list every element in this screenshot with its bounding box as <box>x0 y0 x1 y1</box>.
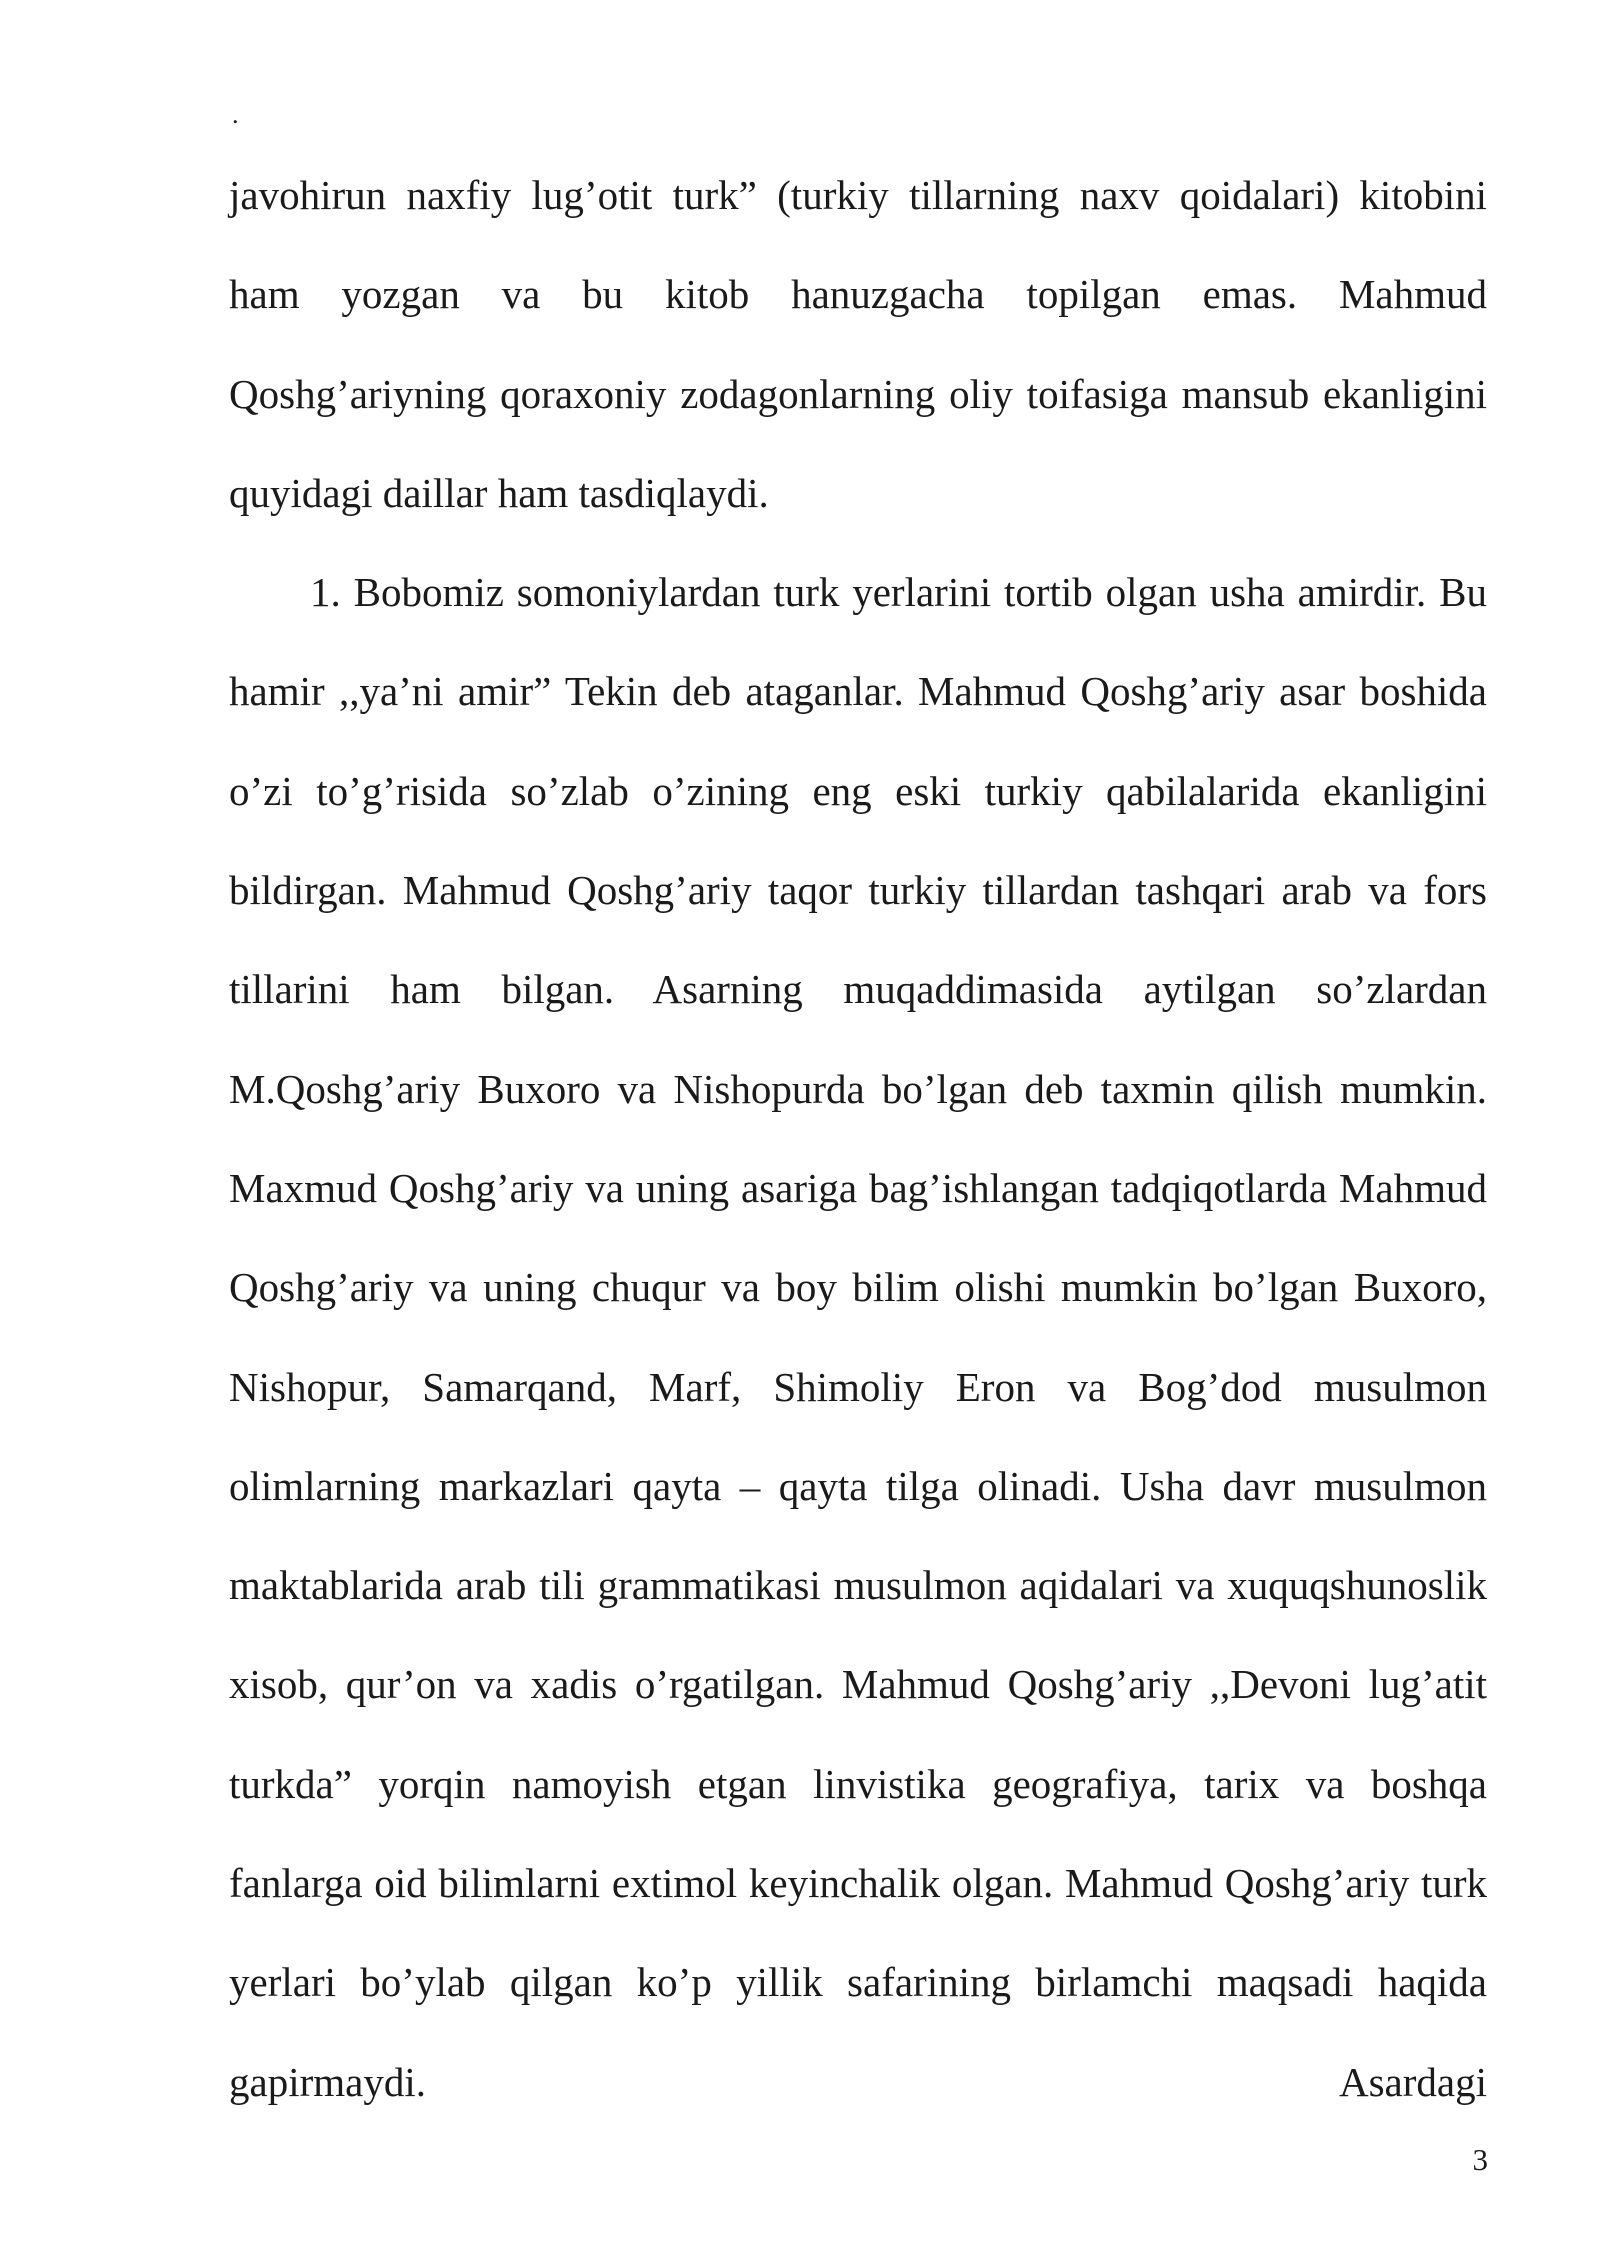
body-text <box>229 146 1487 2132</box>
top-dot-mark: . <box>232 100 239 129</box>
paragraph-numbered-1: 1. Bobomiz somoniylardan turk yerlarini tortib olgan usha amirdir. Bu hamir ,,ya’ni amir” Tekin deb ataganlar. Mahmud Qoshg’ariy asar boshida o’zi to’g’risida so’zlab o’zining eng eski turkiy qabilalarida ekanligini bildirgan. Mahmud Qoshg’ariy taqor turkiy tillardan tashqari arab va fors tillarini ham bilgan. Asarning muqaddimasida aytilgan so’zlardan M.Qoshg’ariy Buxoro va Nishopurda bo’lgan deb taxmin qilish mumkin. Maxmud Qoshg’ariy va uning asariga bag’ishlangan tadqiqotlarda Mahmud Qoshg’ariy va uning chuqur va boy bilim olishi mumkin bo’lgan Buxoro, Nishopur, Samarqand, Marf, Shimoliy Eron va Bog’dod musulmon olimlarning markazlari qayta – qayta tilga olinadi. Usha davr musulmon maktablarida arab tili grammatikasi musulmon aqidalari va xuquqshunoslik xisob, qur’on va xadis o’rgatilgan. Mahmud Qoshg’ariy ,,Devoni lug’atit turkda” yorqin namoyish etgan linvistika geografiya, tarix va boshqa fanlarga oid bilimlarni extimol keyinchalik olgan. Mahmud Qoshg’ariy turk yerlari bo’ylab qilgan ko’p yillik safarining birlamchi maqsadi haqida gapirmaydi. Asardagi <box>229 569 1487 2105</box>
page-number: 3 <box>1472 2142 1488 2177</box>
paragraph-continued: javohirun naxfiy lug’otit turk” (turkiy tillarning naxv qoidalari) kitobini ham yozgan va bu kitob hanuzgacha topilgan emas. Mahmud Qoshg’ariyning qoraxoniy zodagonlarning oliy toifasiga mansub ekanligini quyidagi daillar ham tasdiqlaydi. <box>229 172 1487 516</box>
